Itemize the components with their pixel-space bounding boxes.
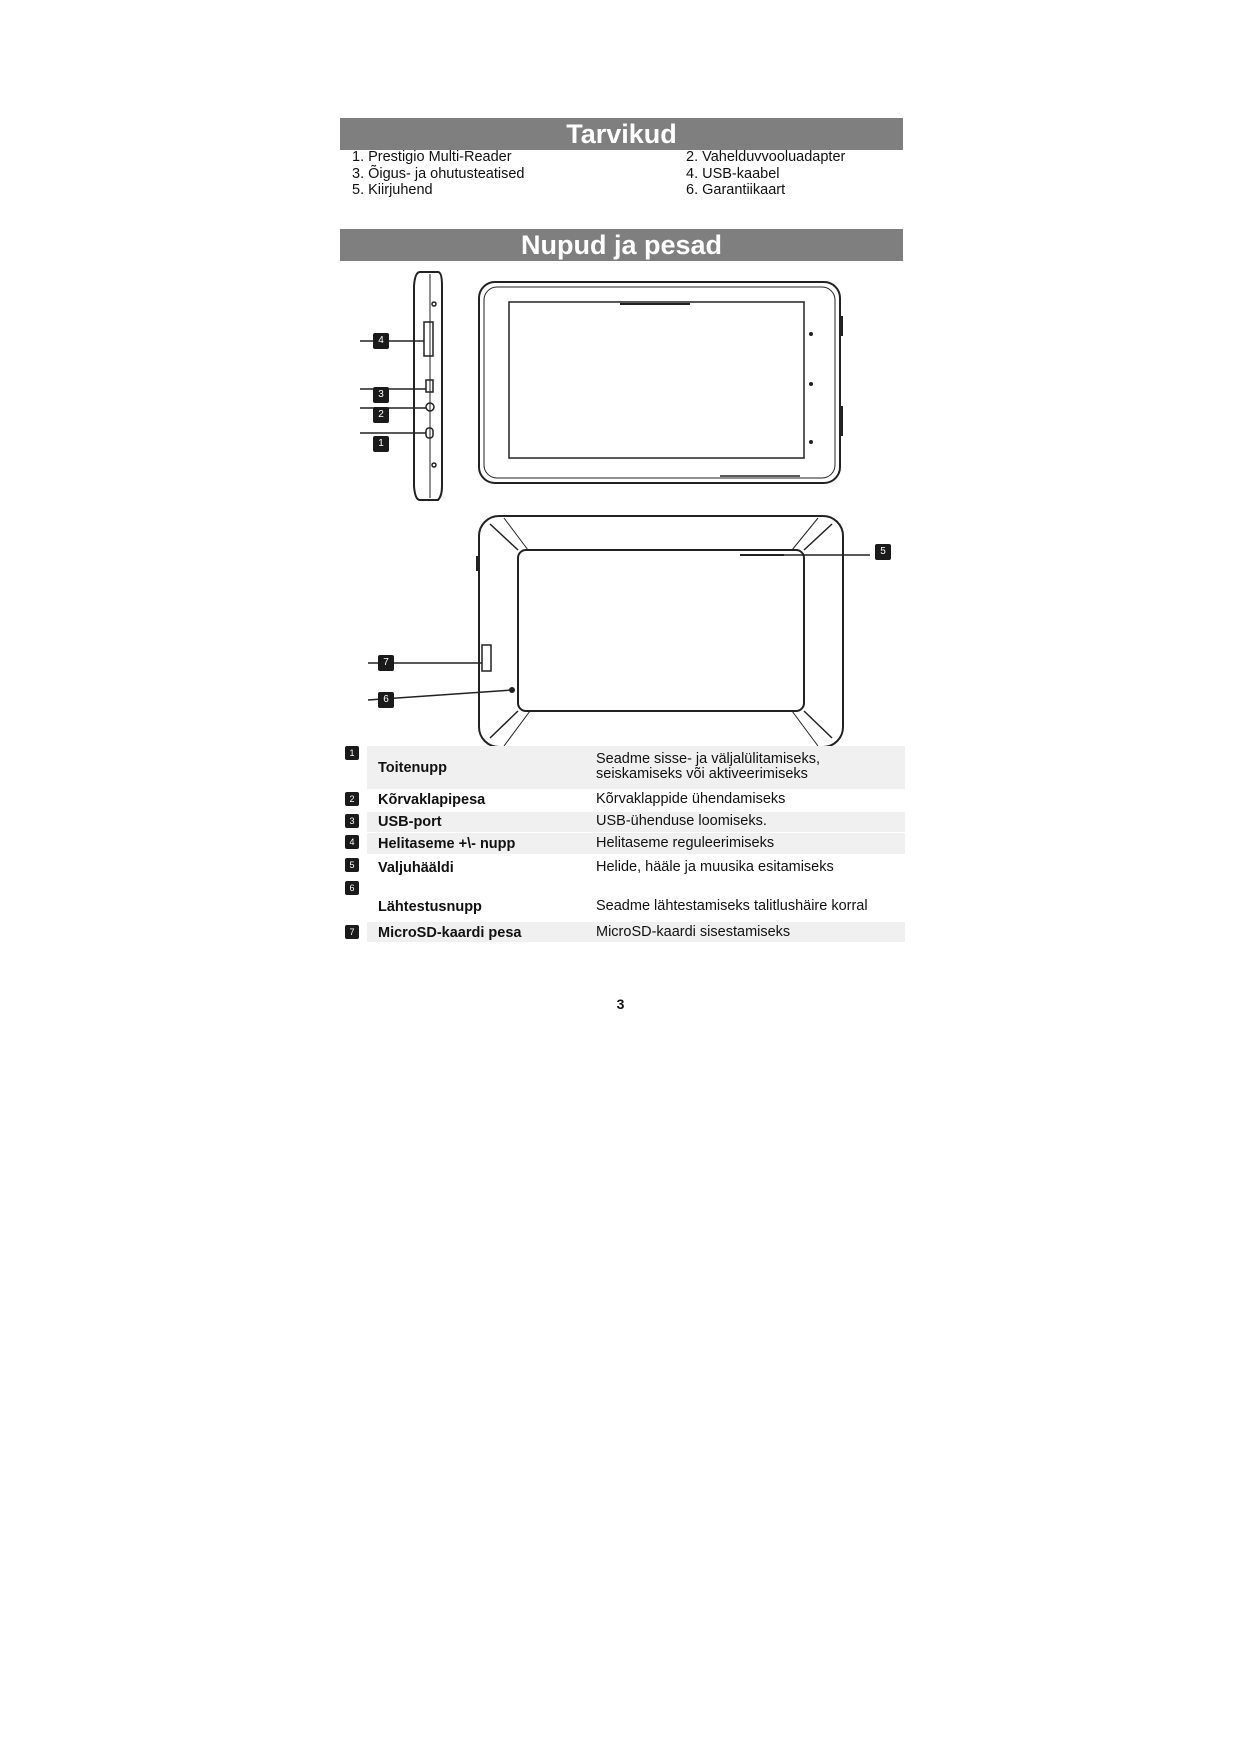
- feature-description: MicroSD-kaardi sisestamiseks: [596, 924, 791, 940]
- row-number-badge: 4: [345, 835, 359, 849]
- feature-description: USB-ühenduse loomiseks.: [596, 813, 767, 829]
- device-drawing: [340, 266, 912, 750]
- list-item: 2. Vahelduvvooluadapter: [686, 149, 846, 165]
- row-number-badge: 3: [345, 814, 359, 828]
- list-item: 1. Prestigio Multi-Reader: [352, 149, 512, 165]
- marker-5: 5: [875, 544, 891, 560]
- feature-description: Seadme sisse- ja väljalülitamiseks, seiskamiseks või aktiveerimiseks: [596, 751, 821, 782]
- feature-description: Helitaseme reguleerimiseks: [596, 835, 775, 851]
- list-item: 5. Kiirjuhend: [352, 182, 433, 198]
- row-number-badge: 5: [345, 858, 359, 872]
- table-row: [345, 856, 905, 880]
- feature-name: Kõrvaklapipesa: [378, 792, 486, 808]
- marker-7: 7: [378, 655, 394, 671]
- marker-4: 4: [373, 333, 389, 349]
- feature-name: Toitenupp: [378, 760, 447, 776]
- feature-description: Kõrvaklappide ühendamiseks: [596, 791, 786, 807]
- row-number-badge: 1: [345, 746, 359, 760]
- section-title-accessories: Tarvikud: [340, 118, 903, 150]
- table-row: [345, 922, 905, 942]
- feature-name: Lähtestusnupp: [378, 899, 482, 915]
- row-number-badge: 2: [345, 792, 359, 806]
- table-row: [345, 790, 905, 810]
- feature-description: Seadme lähtestamiseks talitlushäire korral: [596, 898, 868, 914]
- table-row: [345, 833, 905, 854]
- feature-name: USB-port: [378, 814, 442, 830]
- marker-1: 1: [373, 436, 389, 452]
- list-item: 6. Garantiikaart: [686, 182, 786, 198]
- marker-6: 6: [378, 692, 394, 708]
- list-item: 3. Õigus- ja ohutusteatised: [352, 166, 525, 182]
- page-number: 3: [616, 996, 625, 1012]
- marker-2: 2: [373, 407, 389, 423]
- feature-description: Helide, hääle ja muusika esitamiseks: [596, 859, 834, 875]
- table-row: [345, 746, 905, 789]
- feature-name: MicroSD-kaardi pesa: [378, 925, 522, 941]
- table-row: [345, 812, 905, 832]
- list-item: 4. USB-kaabel: [686, 166, 780, 182]
- feature-name: Helitaseme +\- nupp: [378, 836, 516, 852]
- device-diagram: [340, 266, 912, 750]
- section-title-buttons: Nupud ja pesad: [340, 229, 903, 261]
- feature-name: Valjuhääldi: [378, 860, 454, 876]
- marker-3: 3: [373, 387, 389, 403]
- row-number-badge: 7: [345, 925, 359, 939]
- table-row: [345, 881, 905, 921]
- row-number-badge: 6: [345, 881, 359, 895]
